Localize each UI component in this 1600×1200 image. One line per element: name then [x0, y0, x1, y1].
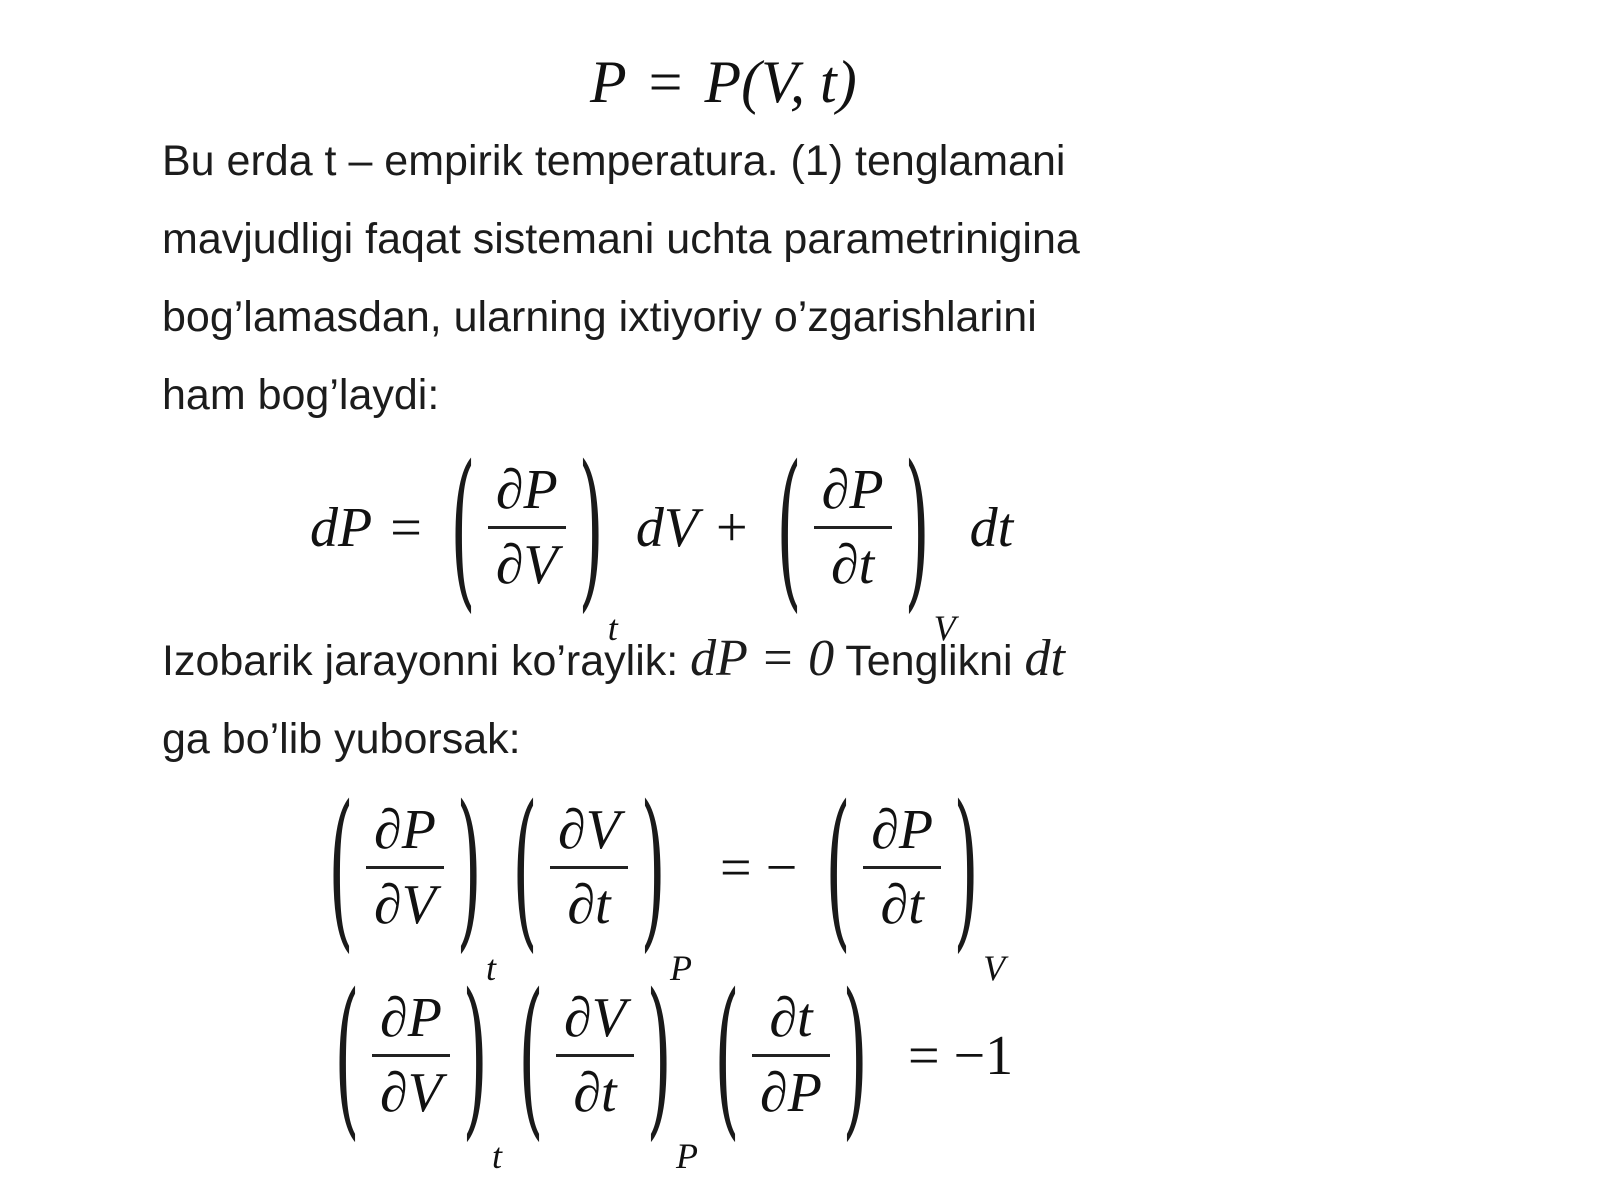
eq2-lhs: dP: [310, 496, 373, 559]
eq4-right-paren-2: ): [646, 955, 672, 1156]
eq4-frac2-numerator: ∂V: [564, 987, 626, 1049]
eq2-right-paren-2: ): [903, 427, 930, 628]
eq2-right-paren-1: ): [578, 427, 604, 628]
equation-4: [324, 955, 1031, 1176]
eq4-frac1-numerator: ∂P: [380, 987, 442, 1049]
eq2-left-paren-1: (: [450, 427, 476, 628]
eq2-plus: +: [716, 496, 748, 559]
paragraph-1-line-3: bog’lamasdan, ularning ixtiyoriy o’zgarishlarini: [162, 293, 1037, 341]
eq1-lhs: P: [590, 49, 627, 115]
eq2-frac1-numerator: ∂P: [495, 459, 558, 521]
paragraph-2-line-1: [162, 620, 1065, 700]
inline-math-dp-zero: dP = 0: [690, 630, 835, 687]
fraction-bar: [752, 1054, 830, 1057]
eq3-left-paren-2: (: [512, 767, 538, 968]
eq2-equals: =: [390, 496, 422, 559]
eq4-frac1-subscript: t: [491, 1136, 502, 1176]
paragraph-1-line-2: mavjudligi faqat sistemani uchta parametrinigina: [162, 215, 1080, 263]
eq3-frac3-subscript: V: [983, 948, 1006, 988]
eq1-equals: =: [648, 49, 683, 115]
paragraph-2: [162, 620, 1065, 778]
paragraph-2-text-a: Izobarik jarayonni ko’raylik:: [162, 637, 691, 685]
eq4-frac2-denominator: ∂t: [573, 1062, 617, 1124]
eq2-frac1-subscript: t: [607, 608, 618, 648]
eq3-frac1-denominator: ∂V: [374, 874, 436, 936]
eq4-frac3-denominator: ∂P: [760, 1062, 822, 1124]
eq3-frac2-numerator: ∂V: [558, 799, 620, 861]
eq3-frac2-denominator: ∂t: [567, 874, 611, 936]
eq3-left-paren-1: (: [328, 767, 354, 968]
eq3-fraction-3: [863, 798, 941, 937]
eq4-fraction-2: [556, 986, 634, 1125]
eq3-left-paren-3: (: [825, 767, 851, 968]
eq4-right-paren-1: ): [462, 955, 488, 1156]
eq3-frac2-subscript: P: [669, 948, 692, 988]
fraction-bar: [550, 866, 628, 869]
eq3-right-paren-1: ): [456, 767, 482, 968]
paragraph-2-text-b: Tenglikni: [834, 637, 1025, 685]
eq2-frac2-subscript: V: [933, 608, 956, 648]
eq4-left-paren-3: (: [714, 955, 740, 1156]
eq2-dt: dt: [969, 496, 1014, 559]
fraction-bar: [372, 1054, 450, 1057]
eq3-equals-minus: = −: [719, 836, 798, 899]
paragraph-1-line-4: ham bog’laydi:: [162, 371, 440, 419]
eq3-right-paren-3: ): [953, 767, 979, 968]
paragraph-2-line-2: ga bo’lib yuborsak:: [162, 715, 521, 763]
eq4-frac3-numerator: ∂t: [769, 987, 813, 1049]
equation-2: [310, 427, 1014, 648]
eq1-rhs: P(V, t): [704, 49, 857, 115]
paragraph-1: [162, 122, 1080, 434]
eq4-left-paren-2: (: [518, 955, 544, 1156]
fraction-bar: [863, 866, 941, 869]
eq3-fraction-1: [366, 798, 444, 937]
eq3-right-paren-2: ): [640, 767, 666, 968]
equation-3: [318, 767, 1006, 988]
fraction-bar: [556, 1054, 634, 1057]
eq2-left-paren-2: (: [775, 427, 802, 628]
eq3-frac1-numerator: ∂P: [374, 799, 436, 861]
eq2-fraction-2: [814, 458, 892, 597]
eq4-fraction-3: [752, 986, 830, 1125]
fraction-bar: [488, 526, 566, 529]
eq3-fraction-2: [550, 798, 628, 937]
eq2-fraction-1: [488, 458, 566, 597]
eq4-right-paren-3: ): [842, 955, 868, 1156]
paragraph-1-line-1: Bu erda t – empirik temperatura. (1) tenglamani: [162, 137, 1066, 185]
inline-math-dt: dt: [1024, 630, 1065, 687]
eq4-rhs: = −1: [907, 1024, 1014, 1087]
eq2-frac1-denominator: ∂V: [495, 534, 558, 596]
eq3-frac3-denominator: ∂t: [880, 874, 924, 936]
eq3-frac1-subscript: t: [485, 948, 496, 988]
eq4-left-paren-1: (: [334, 955, 360, 1156]
eq4-frac2-subscript: P: [675, 1136, 698, 1176]
eq2-dv: dV: [635, 496, 699, 559]
eq3-frac3-numerator: ∂P: [871, 799, 934, 861]
eq2-frac2-numerator: ∂P: [821, 459, 884, 521]
eq4-frac1-denominator: ∂V: [380, 1062, 442, 1124]
fraction-bar: [814, 526, 892, 529]
fraction-bar: [366, 866, 444, 869]
eq2-frac2-denominator: ∂t: [831, 534, 875, 596]
equation-1: [590, 48, 857, 117]
eq4-fraction-1: [372, 986, 450, 1125]
